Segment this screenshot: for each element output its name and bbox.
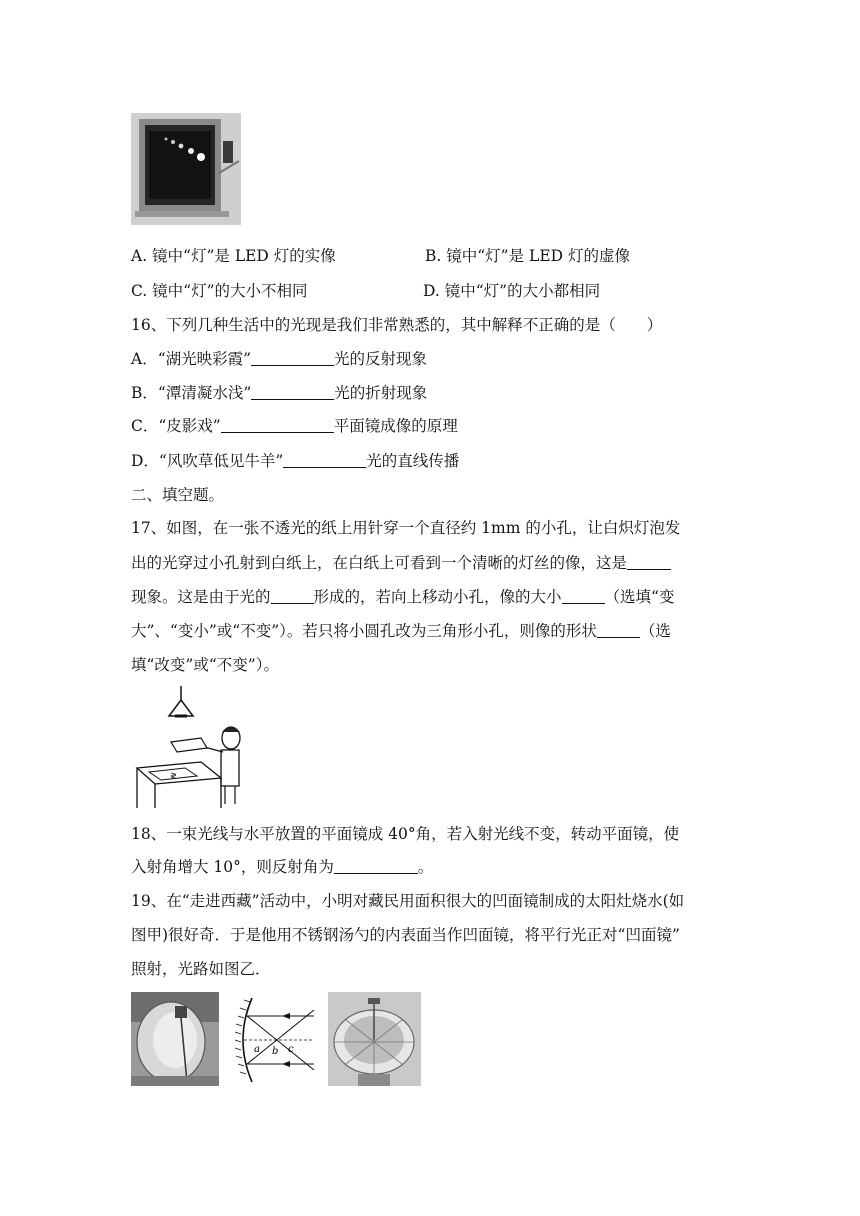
q18-line-2 (131, 857, 433, 877)
label-a: a (254, 1044, 260, 1055)
q17-line-3-text-b: 形成的，若向上移动小孔，像的大小 (313, 588, 562, 606)
q16-option-b-explain: 光的折射现象 (334, 384, 428, 402)
q17-line-2 (131, 553, 671, 573)
solar-cooker-photo (131, 992, 219, 1086)
q16-option-b-line (251, 383, 334, 400)
q15-option-c: C. 镜中“灯”的大小不相同 (131, 282, 308, 300)
q18-line-1: 18、一束光线与水平放置的平面镜成 40°角，若入射光线不变，转动平面镜，使 (131, 825, 680, 843)
q18-line-2-text-a: 入射角增大 10°，则反射角为 (131, 858, 334, 876)
q15-option-a: A. 镜中“灯”是 LED 灯的实像 (131, 247, 336, 265)
mirror-led-photo (131, 113, 241, 225)
q16-option-b-prefix: B．“潭清凝水浅” (131, 384, 252, 402)
q17-line-3-text-a: 现象。这是由于光的 (131, 588, 271, 606)
label-b: b (272, 1046, 279, 1057)
q17-line-4-text-a: 大”、“变小”或“不变”）。若只将小圆孔改为三角形小孔，则像的形状 (131, 622, 597, 640)
q15-option-d: D. 镜中“灯”的大小都相同 (423, 282, 601, 300)
q16-option-d (131, 451, 459, 471)
q16-option-c-line (221, 416, 334, 433)
q16-option-d-explain: 光的直线传播 (366, 452, 460, 470)
q17-blank-4 (597, 621, 640, 638)
q19-line-2: 图甲)很好奇．于是他用不锈钢汤勺的内表面当作凹面镜，将平行光正对“凹面镜” (131, 926, 680, 944)
q17-line-2-text: 出的光穿过小孔射到白纸上，在白纸上可看到一个清晰的灯丝的像，这是 (131, 554, 628, 572)
q16-stem: 16、下列几种生活中的光现是我们非常熟悉的，其中解释不正确的是（ ） (131, 316, 663, 334)
parabolic-dish-photo (328, 992, 421, 1086)
q17-blank-2 (271, 587, 314, 604)
q17-line-1: 17、如图，在一张不透光的纸上用针穿一个直径约 1mm 的小孔，让白炽灯泡发 (131, 519, 681, 537)
q16-option-a-line (251, 349, 334, 366)
section-heading: 二、填空题。 (131, 486, 225, 504)
q16-option-a-explain: 光的反射现象 (334, 350, 428, 368)
pinhole-experiment-figure (131, 686, 241, 808)
svg-text:≷: ≷ (170, 771, 177, 780)
q17-line-3-text-c: （选填“变 (604, 588, 675, 606)
q15-option-b: B. 镜中“灯”是 LED 灯的虚像 (425, 247, 630, 265)
q19-line-1: 19、在“走进西藏”活动中，小明对藏民用面积很大的凹面镜制成的太阳灶烧水(如 (131, 892, 685, 910)
q17-line-3 (131, 587, 674, 607)
q18-blank (334, 857, 418, 874)
q16-option-c-prefix: C．“皮影戏” (131, 417, 221, 435)
q17-blank-1 (627, 553, 671, 570)
concave-mirror-ray-diagram (230, 996, 316, 1084)
q16-option-c-explain: 平面镜成像的原理 (333, 417, 458, 435)
q18-line-2-text-b: 。 (417, 858, 434, 876)
q16-option-a-prefix: A．“湖光映彩霞” (131, 350, 252, 368)
q17-line-5: 填“改变”或“不变”）。 (131, 656, 279, 674)
q19-line-3: 照射，光路如图乙． (131, 960, 271, 978)
q16-option-c (131, 416, 458, 436)
q16-option-a (131, 349, 427, 369)
q17-blank-3 (562, 587, 605, 604)
q16-option-d-line (283, 451, 366, 468)
q16-option-d-prefix: D．“风吹草低见牛羊” (131, 452, 284, 470)
q16-option-b (131, 383, 427, 403)
q17-line-4-text-b: （选 (639, 622, 671, 640)
q17-line-4 (131, 621, 671, 641)
label-c: c (288, 1044, 294, 1055)
